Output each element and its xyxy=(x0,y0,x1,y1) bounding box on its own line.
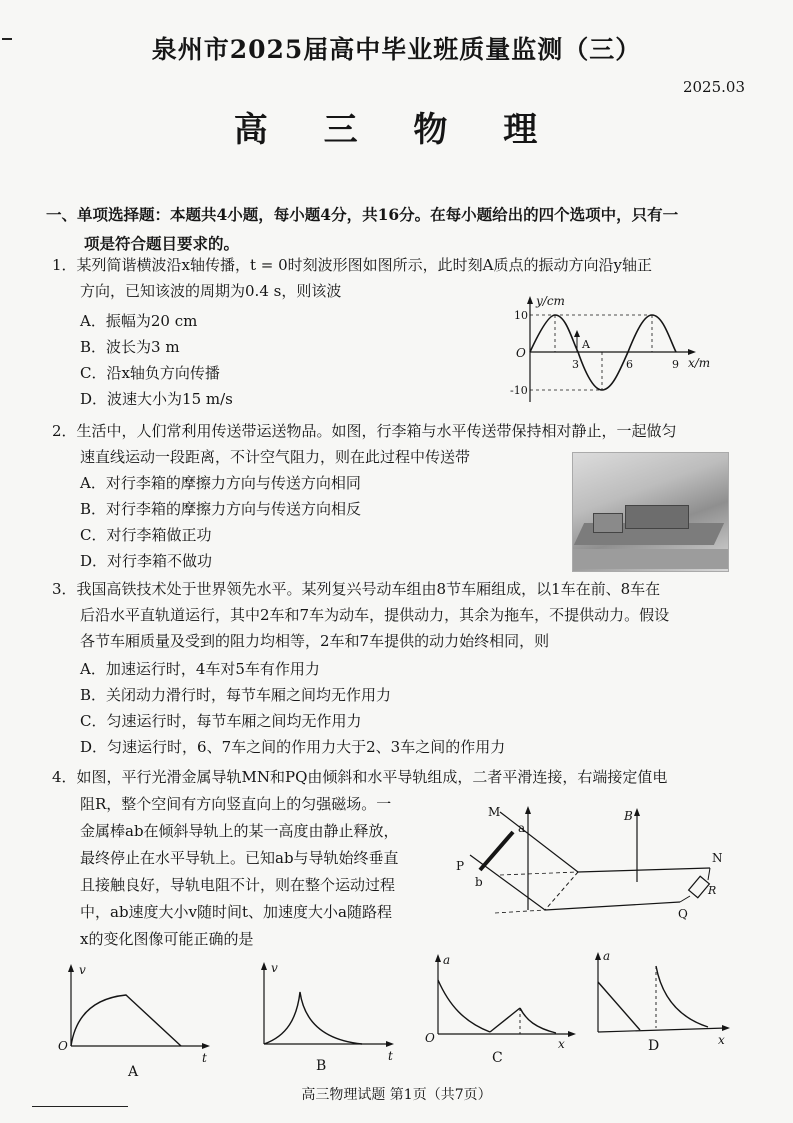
q4-label-n: N xyxy=(712,851,723,865)
graph-c-origin: O xyxy=(425,1031,435,1045)
q3-option-a: A．加速运行时，4车对5车有作用力 xyxy=(80,660,320,678)
q2-stem-line2: 速直线运动一段距离，不计空气阻力，则在此过程中传送带 xyxy=(80,448,471,466)
q1-option-d: D．波速大小为15 m/s xyxy=(80,390,233,408)
q1-origin: O xyxy=(516,346,526,360)
q1-options xyxy=(80,308,233,412)
exam-title: 泉州市2025届高中毕业班质量监测（三） xyxy=(151,35,642,64)
q4-graph-d xyxy=(590,948,740,1073)
graph-b-letter: B xyxy=(316,1058,327,1074)
q4-label-m: M xyxy=(488,805,501,819)
q4-label-q: Q xyxy=(678,907,688,921)
question-3 xyxy=(52,576,752,654)
q3-options xyxy=(80,656,505,760)
q1-option-b: B．波长为3 m xyxy=(80,338,180,356)
graph-d-letter: D xyxy=(648,1038,660,1054)
graph-c-y-label: a xyxy=(443,953,451,967)
q1-option-c: C．沿x轴负方向传播 xyxy=(80,364,220,382)
graph-a-x-label: t xyxy=(202,1051,207,1065)
graph-a-letter: A xyxy=(128,1064,139,1080)
q4-graph-b xyxy=(252,958,402,1083)
q4-label-field-b: B xyxy=(624,809,633,823)
q3-stem-line1: 3．我国高铁技术处于世界领先水平。某列复兴号动车组由8节车厢组成，以1车在前、8车在 xyxy=(52,580,661,598)
q1-y-tick-10: 10 xyxy=(514,309,528,322)
subject-title: 高 三 物 理 xyxy=(233,110,560,150)
q2-stem-line1: 2．生活中，人们常利用传送带运送物品。如图，行李箱与水平传送带保持相对静止，一起做匀 xyxy=(52,422,677,440)
q4-stem-line7: x的变化图像可能正确的是 xyxy=(80,930,254,948)
q2-options xyxy=(80,470,361,574)
q2-option-d: D．对行李箱不做功 xyxy=(80,552,213,570)
graph-c-letter: C xyxy=(492,1050,503,1066)
graph-a-y-label: v xyxy=(79,963,86,977)
section-heading xyxy=(46,200,746,258)
q3-stem-line3: 各节车厢质量及受到的阻力均相等，2车和7车提供的动力始终相同，则 xyxy=(80,632,550,650)
q1-y-axis-label: y/cm xyxy=(536,294,565,308)
section-heading-line2: 项是符合题目要求的。 xyxy=(84,234,240,253)
q4-label-a: a xyxy=(518,821,526,835)
footer-rule xyxy=(32,1106,128,1107)
q4-stem-line5: 且接触良好，导轨电阻不计，则在整个运动过程 xyxy=(80,876,396,894)
q4-label-b: b xyxy=(475,875,483,889)
conveyor-belt-photo xyxy=(572,452,729,572)
q4-stem-line3: 金属棒ab在倾斜导轨上的某一高度由静止释放， xyxy=(80,822,399,840)
section-heading-line1: 一、单项选择题：本题共4小题，每小题4分，共16分。在每小题给出的四个选项中，只有一 xyxy=(46,205,679,224)
graph-b-y-label: v xyxy=(271,961,278,975)
q2-option-a: A．对行李箱的摩擦力方向与传送方向相同 xyxy=(80,474,361,492)
q3-option-b: B．关闭动力滑行时，每节车厢之间均无作用力 xyxy=(80,686,392,704)
graph-d-x-label: x xyxy=(718,1033,725,1047)
q4-rail-diagram xyxy=(440,800,740,930)
q4-stem-line2: 阻R，整个空间有方向竖直向上的匀强磁场。一 xyxy=(80,795,392,813)
graph-a-origin: O xyxy=(58,1039,68,1053)
q1-x-tick-3: 3 xyxy=(572,358,579,371)
graph-b-x-label: t xyxy=(388,1049,393,1063)
q1-y-tick-neg10: -10 xyxy=(510,384,528,397)
graph-d-y-label: a xyxy=(603,949,611,963)
q3-stem-line2: 后沿水平直轨道运行，其中2车和7车为动车，提供动力，其余为拖车，不提供动力。假设 xyxy=(80,606,670,624)
q1-wave-figure xyxy=(500,290,710,410)
q1-x-tick-6: 6 xyxy=(626,358,633,371)
q4-stem-line4: 最终停止在水平导轨上。已知ab与导轨始终垂直 xyxy=(80,849,399,867)
graph-c-x-label: x xyxy=(558,1037,565,1051)
q4-graph-c xyxy=(424,950,584,1075)
q2-option-b: B．对行李箱的摩擦力方向与传送方向相反 xyxy=(80,500,362,518)
q1-option-a: A．振幅为20 cm xyxy=(80,312,198,330)
page-footer: 高三物理试题 第1页（共7页） xyxy=(301,1087,492,1103)
q3-option-d: D．匀速运行时，6、7车之间的作用力大于2、3车之间的作用力 xyxy=(80,738,506,756)
q1-point-a: A xyxy=(582,338,590,351)
q1-stem-line2: 方向，已知该波的周期为0.4 s，则该波 xyxy=(80,282,342,300)
q1-x-axis-label: x/m xyxy=(688,356,710,370)
exam-date: 2025.03 xyxy=(682,78,745,96)
q1-stem-line1: 1．某列简谐横波沿x轴传播，t = 0时刻波形图如图所示，此时刻A质点的振动方向沿y轴正 xyxy=(52,256,652,274)
q2-option-c: C．对行李箱做正功 xyxy=(80,526,212,544)
q1-x-tick-9: 9 xyxy=(672,358,679,371)
q4-label-p: P xyxy=(456,859,465,873)
q3-option-c: C．匀速运行时，每节车厢之间均无作用力 xyxy=(80,712,362,730)
q4-graph-a xyxy=(56,958,216,1083)
q4-stem-line6: 中，ab速度大小v随时间t、加速度大小a随路程 xyxy=(80,903,392,921)
q4-stem-line1: 4．如图，平行光滑金属导轨MN和PQ由倾斜和水平导轨组成，二者平滑连接，右端接定值电 xyxy=(52,768,668,786)
q4-label-resistor: R xyxy=(708,884,717,897)
